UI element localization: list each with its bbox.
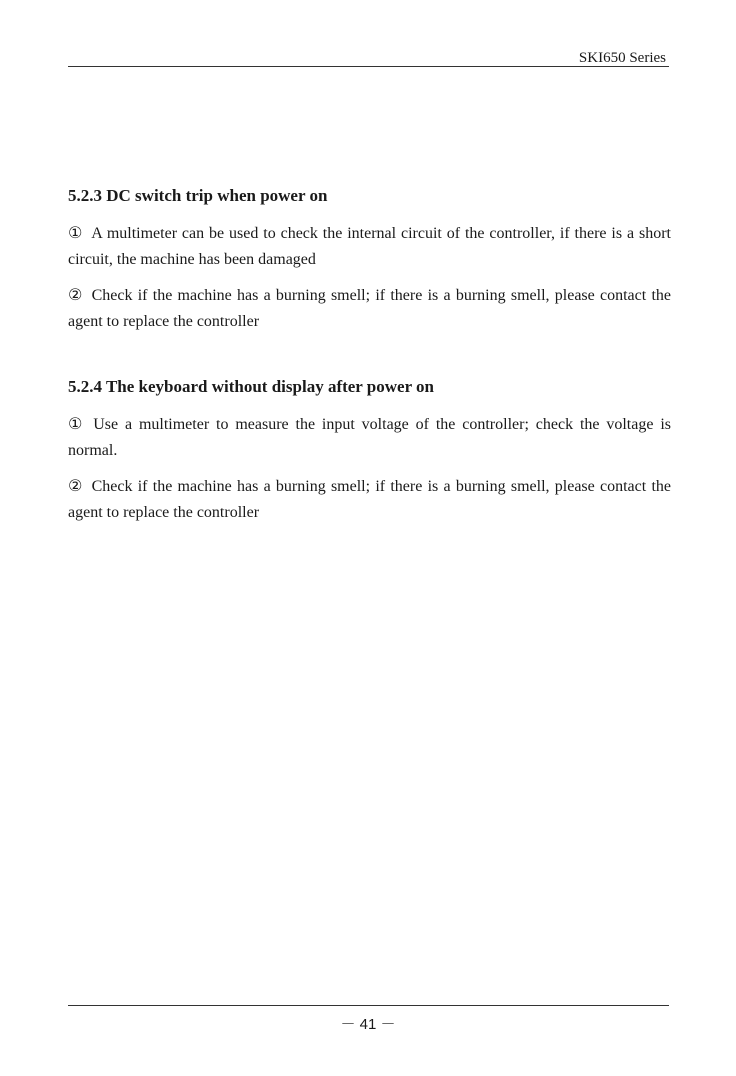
item-marker: ① [68,223,84,242]
document-body [68,184,671,535]
page-number: － 41 － [340,1016,396,1033]
item-text: Check if the machine has a burning smell; if there is a burning smell, please contact the agent to replace the controller [68,287,672,330]
section-keyboard-no-display [68,375,671,526]
list-item [68,473,671,526]
header-title: SKI650 Series [578,50,666,66]
item-text: Use a multimeter to measure the input voltage of the controller; check the voltage is normal. [68,416,671,459]
item-text: A multimeter can be used to check the internal circuit of the controller, if there is a short circuit, the machine has been damaged [68,225,672,268]
section-dc-switch-trip [68,184,671,335]
list-item [68,411,671,464]
section-heading: 5.2.3 DC switch trip when power on [68,186,328,205]
item-marker: ② [68,285,84,304]
footer-divider [68,1005,669,1006]
item-marker: ② [68,476,84,495]
item-text: Check if the machine has a burning smell; if there is a burning smell, please contact the agent to replace the controller [68,478,672,521]
item-marker: ① [68,414,86,433]
header-divider [68,66,669,67]
list-item [68,282,671,335]
section-heading: 5.2.4 The keyboard without display after power on [68,377,435,396]
list-item [68,220,671,273]
